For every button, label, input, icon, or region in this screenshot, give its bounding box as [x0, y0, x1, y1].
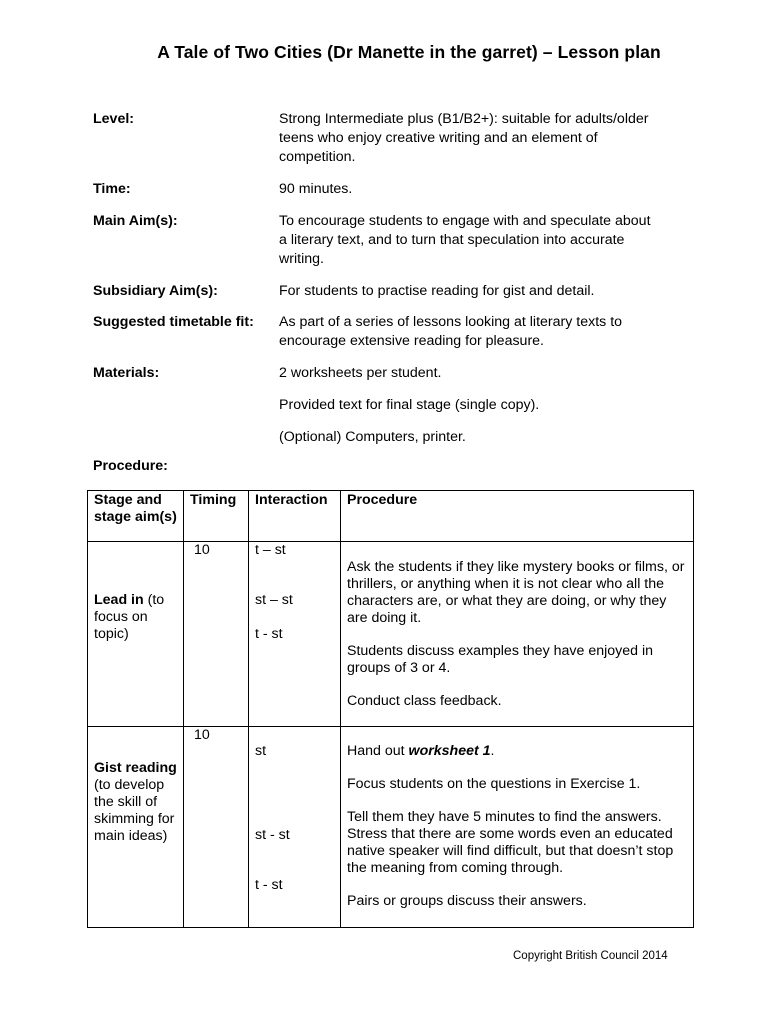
interaction-value: st - st [255, 827, 290, 843]
worksheet-emphasis: worksheet 1 [408, 743, 491, 759]
column-header: Procedure [341, 491, 694, 542]
interaction-cell [249, 727, 341, 928]
timing-cell [184, 542, 249, 727]
meta-line: writing. [279, 251, 324, 267]
stage-cell [88, 542, 184, 727]
procedure-cell [341, 542, 694, 727]
procedure-cell [341, 727, 694, 928]
procedure-paragraph: Pairs or groups discuss their answers. [347, 893, 587, 909]
copyright-footer: Copyright British Council 2014 [513, 950, 668, 962]
procedure-paragraph: Students discuss examples they have enjoyed in groups of 3 or 4. [347, 643, 654, 676]
procedure-paragraph: Focus students on the questions in Exercise 1. [347, 776, 641, 792]
timing-cell [184, 727, 249, 928]
table-header-row [88, 491, 694, 542]
column-header: Timing [184, 491, 249, 542]
timing-value: 10 [194, 542, 210, 558]
meta-line: As part of a series of lessons looking at literary texts to [279, 314, 623, 330]
meta-line: 90 minutes. [279, 181, 353, 197]
table-row [88, 727, 694, 928]
meta-value [279, 110, 699, 167]
meta-line: competition. [279, 149, 356, 165]
procedure-text [347, 743, 693, 910]
meta-value [279, 282, 699, 301]
interaction-value: st – st [255, 592, 293, 608]
stage-text [94, 592, 183, 643]
meta-label: Level: [93, 111, 135, 127]
meta-line: 2 worksheets per student. [279, 365, 442, 381]
stage-name: Lead in [94, 592, 144, 608]
meta-value [279, 428, 699, 447]
interaction-value: t - st [255, 877, 283, 893]
meta-value [279, 212, 699, 269]
procedure-text [347, 559, 693, 710]
interaction-value: t - st [255, 626, 283, 642]
meta-value [279, 364, 699, 383]
page-title: A Tale of Two Cities (Dr Manette in the garret) – Lesson plan [157, 42, 661, 62]
interaction-cell [249, 542, 341, 727]
meta-value [279, 396, 699, 415]
stage-cell [88, 727, 184, 928]
meta-value [279, 313, 699, 351]
procedure-table [87, 490, 694, 928]
meta-label: Time: [93, 181, 131, 197]
meta-label: Materials: [93, 365, 160, 381]
meta-label: Suggested timetable fit: [93, 314, 254, 330]
meta-label: Main Aim(s): [93, 213, 178, 229]
procedure-paragraph [347, 743, 687, 760]
meta-label: Subsidiary Aim(s): [93, 283, 218, 299]
column-header: Interaction [249, 491, 341, 542]
meta-line: encourage extensive reading for pleasure. [279, 333, 545, 349]
procedure-paragraph: Ask the students if they like mystery books or films, or thrillers, or anything when it is not clear who all the characters are, or what they are doing, or why they are doing it. [347, 559, 685, 626]
procedure-end: . [490, 743, 495, 759]
meta-value [279, 180, 699, 199]
meta-line: Provided text for final stage (single copy). [279, 397, 540, 413]
procedure-paragraph: Tell them they have 5 minutes to find the answers. Stress that there are some words even an educated native speaker will find difficult, but that doesn’t stop the meaning from coming through. [347, 809, 674, 876]
procedure-paragraph: Conduct class feedback. [347, 693, 502, 709]
meta-line: teens who enjoy creative writing and an element of [279, 130, 598, 146]
interaction-value: t – st [255, 542, 286, 558]
stage-aim: (to focus on topic) [94, 592, 165, 642]
meta-line: a literary text, and to turn that speculation into accurate [279, 232, 625, 248]
stage-aim: (to develop the skill of skimming for main ideas) [94, 777, 175, 844]
meta-line: Strong Intermediate plus (B1/B2+): suitable for adults/older [279, 111, 649, 127]
column-header: Stage and stage aim(s) [88, 491, 184, 542]
stage-name: Gist reading [94, 760, 177, 776]
timing-value: 10 [194, 727, 210, 743]
procedure-intro: Hand out [347, 743, 409, 759]
table-row [88, 542, 694, 727]
procedure-heading: Procedure: [93, 458, 168, 474]
meta-line: For students to practise reading for gist and detail. [279, 283, 595, 299]
meta-line: To encourage students to engage with and speculate about [279, 213, 651, 229]
stage-text [94, 760, 183, 845]
meta-line: (Optional) Computers, printer. [279, 429, 466, 445]
interaction-value: st [255, 743, 267, 759]
